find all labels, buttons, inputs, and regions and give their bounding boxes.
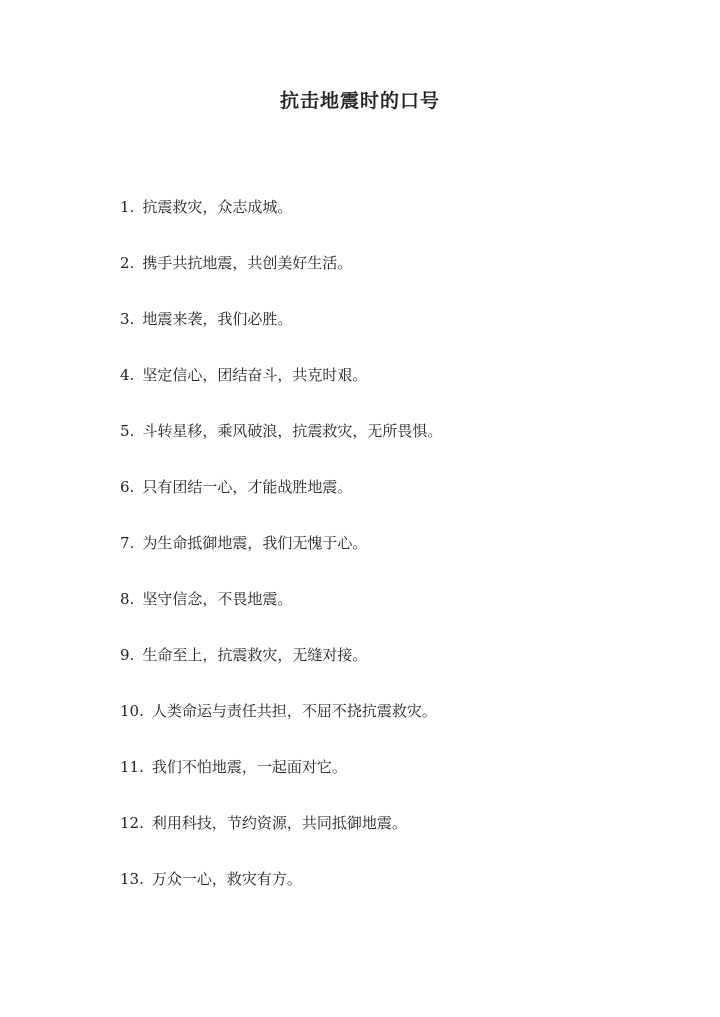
item-text: 生命至上，抗震救灾，无缝对接。 xyxy=(142,646,368,664)
list-item xyxy=(120,698,680,754)
item-number: 11. xyxy=(120,758,144,776)
item-number: 9. xyxy=(120,646,135,664)
list-item xyxy=(120,474,680,530)
list-item xyxy=(120,754,680,810)
item-number: 1. xyxy=(120,198,135,216)
item-number: 3. xyxy=(120,310,135,328)
slogan-list xyxy=(120,194,680,922)
item-number: 12. xyxy=(120,814,144,832)
item-text: 斗转星移，乘风破浪，抗震救灾，无所畏惧。 xyxy=(142,422,443,440)
item-text: 利用科技，节约资源，共同抵御地震。 xyxy=(151,814,407,832)
item-text: 携手共抗地震，共创美好生活。 xyxy=(142,254,353,272)
item-text: 为生命抵御地震，我们无愧于心。 xyxy=(142,534,368,552)
item-text: 人类命运与责任共担，不屈不挠抗震救灾。 xyxy=(151,702,437,720)
item-text: 地震来袭，我们必胜。 xyxy=(142,310,293,328)
list-item xyxy=(120,642,680,698)
item-text: 我们不怕地震，一起面对它。 xyxy=(151,758,347,776)
item-text: 抗震救灾，众志成城。 xyxy=(142,198,293,216)
document-title: 抗击地震时的口号 xyxy=(279,90,440,112)
item-number: 5. xyxy=(120,422,135,440)
item-text: 坚守信念，不畏地震。 xyxy=(142,590,293,608)
item-number: 10. xyxy=(120,702,144,720)
list-item xyxy=(120,250,680,306)
item-number: 4. xyxy=(120,366,135,384)
list-item xyxy=(120,810,680,866)
item-number: 2. xyxy=(120,254,135,272)
list-item xyxy=(120,306,680,362)
list-item xyxy=(120,586,680,642)
list-item xyxy=(120,418,680,474)
item-text: 坚定信心，团结奋斗，共克时艰。 xyxy=(142,366,368,384)
item-number: 6. xyxy=(120,478,135,496)
item-text: 万众一心，救灾有方。 xyxy=(151,870,302,888)
item-number: 8. xyxy=(120,590,135,608)
list-item xyxy=(120,362,680,418)
item-number: 7. xyxy=(120,534,135,552)
item-text: 只有团结一心，才能战胜地震。 xyxy=(142,478,353,496)
list-item xyxy=(120,194,680,250)
list-item xyxy=(120,530,680,586)
item-number: 13. xyxy=(120,870,144,888)
list-item xyxy=(120,866,680,922)
